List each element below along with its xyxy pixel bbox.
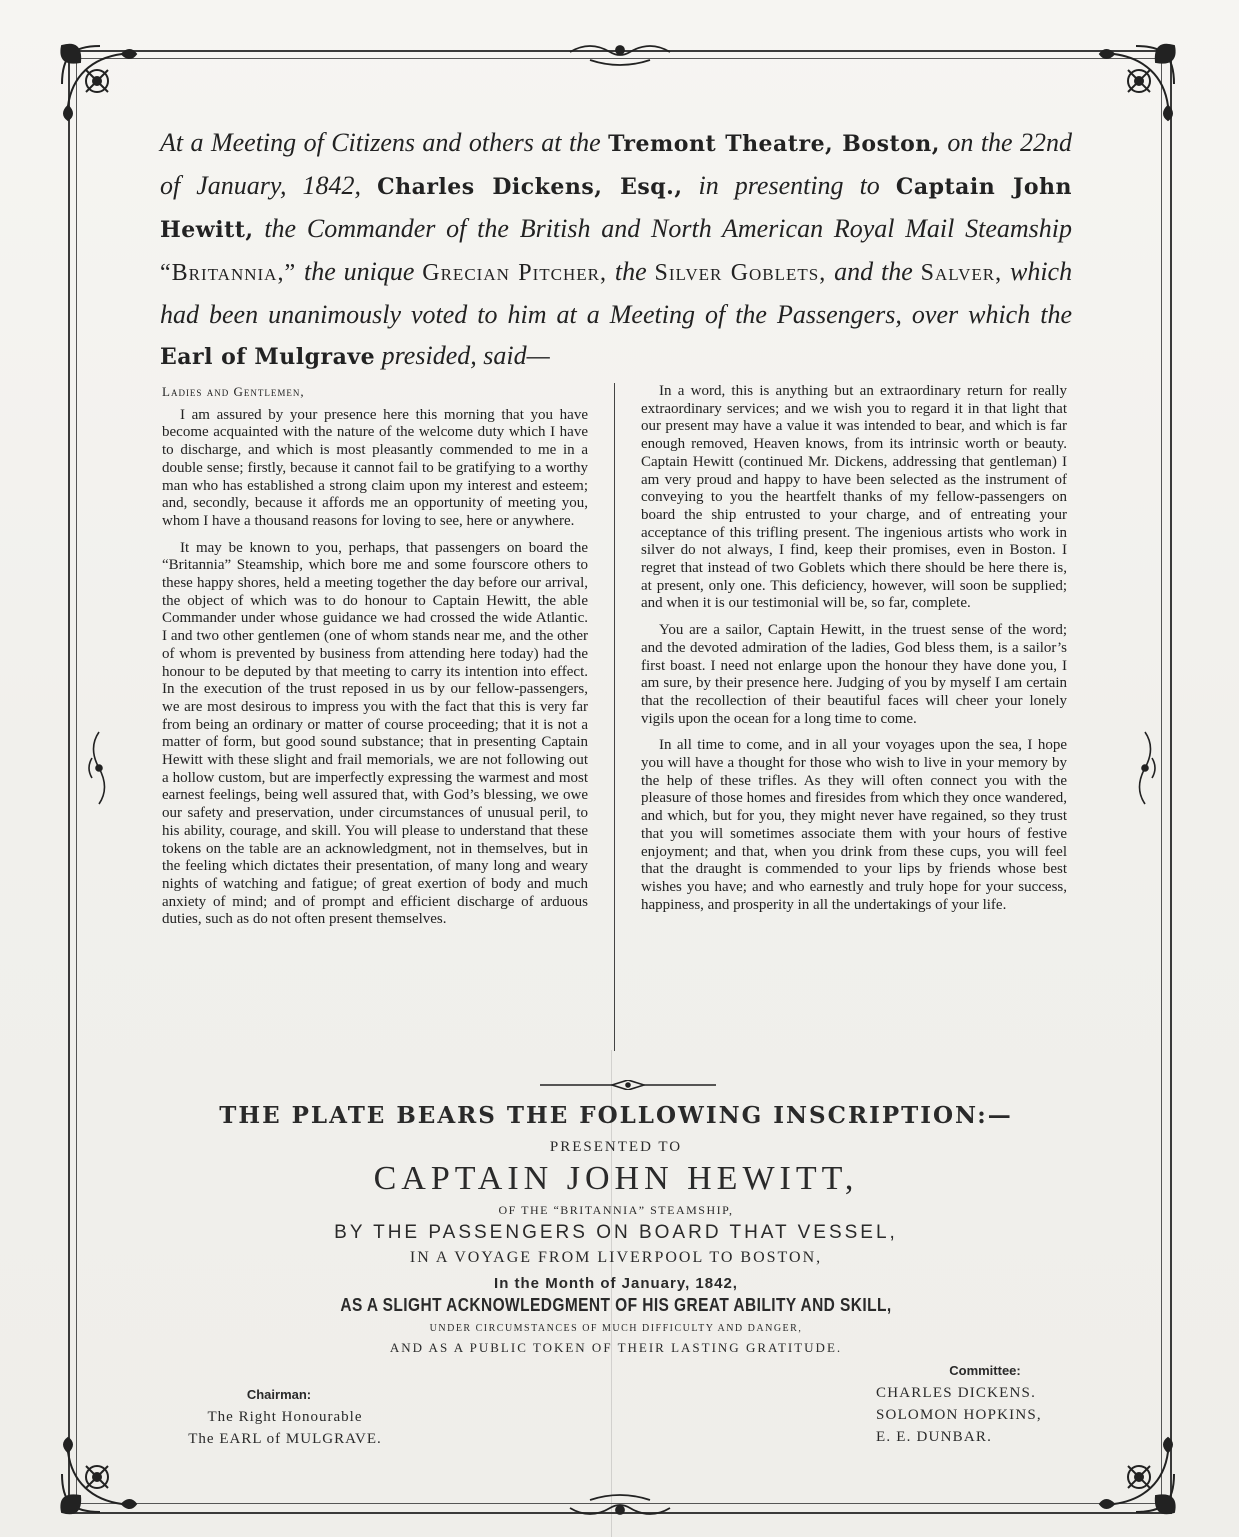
heading-ship: “Britannia,” [160,260,297,286]
speech-paragraph: I am assured by your presence here this morning that you have become acquainted with the nature of the welcome duty which I have to discharge, and which is most pleasantly commended to me in a double sense; firstly, because it cannot fail to be gratifying to a worthy man who has established a strong claim upon my interest and esteem; and, secondly, because it affords me an opportunity of meeting you, whom I have a thousand reasons for loving to see, here or anywhere. [162,406,588,529]
inscription-public-token: AND AS A PUBLIC TOKEN OF THEIR LASTING GRATITUDE. [389,1340,843,1355]
corner-ornament-bottom-right [1094,1432,1184,1522]
speech-paragraph: In all time to come, and in all your voyages upon the sea, I hope you will have a thought for those who wish to live in your memory by the help of these trifles. As they will often connect you with the pleasure of those homes and firesides from which they once wandered, and which, but for you, they might never have regained, so they trust that you will sometimes associate them with your hours of festive enjoyment; and that, when you drink from these cups, you will feel that the draught is commended to your lips by friends whose best wishes you have; and who earnestly and truly hope for your success, happiness, and prosperity in all the undertakings of your life. [641,737,1067,913]
corner-ornament-bottom-left [52,1432,142,1522]
speech-paragraph: In a word, this is anything but an extraordinary return for really extraordinary services; and we wish you to regard it in that light that our present may have a value it was intended to bear, and which is far enough removed, Heaven knows, from its intrinsic worth or beauty. Captain Hewitt (continued Mr. Dickens, addressing that gentleman) I am very proud and happy to have been selected as the instrument of conveying to you the heartfelt thanks of my fellow-passengers on board the ship entrusted to your charge, and of entreating your acceptance of this trifling present. The ingenious artists who work in silver do not always, I find, keep their promises, even in Boston. I regret that instead of two Goblets which there should be here there is, at present, only one. This deficiency, however, will soon be supplied; and when it is our testimonial will be, so far, complete. [641,383,1067,612]
heading-text-3: in presenting to [698,171,880,200]
speech-paragraph: It may be known to you, perhaps, that passengers on board the “Britannia” Steamship, which bore me and some fourscore others to these happy shores, held a meeting together the day before our arrival, the object of which was to do honour to Captain Hewitt, the able Commander under whose guidance we had crossed the wide Atlantic. I and two other gentlemen (one of whom stands near me, and the other of whom is prevented by business from attending here today) had the honour to be deputed by that meeting to carry its intention into effect. In the execution of the trust reposed in us by our fellow-passengers, we are most desirous to impress you with the fact that this is very far from being an ordinary or matter of course proceeding; that it is not a matter of form, but good sound substance; that in presenting Captain Hewitt with these slight and frail memorials, we are not following out a hollow custom, but are imperfectly expressing the warmest and most earnest feelings, being well assured that, with God’s blessing, we owe our safety and preservation, under circumstances of unusual peril, to his ability, courage, and skill. You will please to understand that these tokens on the table are an acknowledgment, not in themselves, but in the feeling which dictates their presentation, of many long and weary nights of watching and fatigue; of great exertion of body and much anxiety of mind; and of prompt and efficient discharge of arduous duties, such as do not often present themselves. [162,539,588,928]
committee-member: E. E. DUNBAR. [876,1429,993,1445]
heading-text-8: which had been unanimously voted to him at a Meeting of the Passengers, over which the [160,257,1073,329]
heading-text-6: the [614,257,647,286]
top-center-ornament [560,36,680,72]
committee-member: SOLOMON HOPKINS, [876,1407,1042,1423]
meeting-heading [160,122,1072,378]
chairman-title: The Right Honourable [207,1409,363,1425]
chairman-name: The EARL of MULGRAVE. [188,1431,382,1447]
inscription-voyage: IN A VOYAGE FROM LIVERPOOL TO BOSTON, [409,1249,823,1266]
heading-text-9: presided, said— [381,341,550,370]
chairman-block [160,1384,410,1450]
left-side-ornament [84,728,114,808]
heading-text-5: the unique [303,257,415,286]
heading-text-4: the Commander of the British and North American Royal Mail Steamship [264,214,1072,243]
heading-text-1: At a Meeting of Citizens and others at the [160,128,601,157]
speech-paragraph: You are a sailor, Captain Hewitt, in the truest sense of the word; and the devoted admiration of the ladies, God bless them, is a sailor’s first boast. I need not enlarge upon the honour they have done you, I am sure, by their presence here. Judging of you by myself I am certain that the recollection of their beautiful faces will cheer your lonely vigils upon the ocean for a long time to come. [641,622,1067,727]
heading-venue: Tremont Theatre, Boston, [608,131,940,157]
inscription-title: THE PLATE BEARS THE FOLLOWING INSCRIPTION:— [219,1102,1013,1129]
speech-column-left [162,383,588,938]
inscription-acknowledgment: AS A SLIGHT ACKNOWLEDGMENT OF HIS GREAT ABILITY AND SKILL, [340,1295,892,1315]
inscription-circumstances: UNDER CIRCUMSTANCES OF MUCH DIFFICULTY AND DANGER, [429,1323,803,1334]
inscription-passengers: BY THE PASSENGERS ON BOARD THAT VESSEL, [334,1222,898,1243]
inscription-month: In the Month of January, 1842, [494,1275,738,1292]
heading-text-2: on the [947,128,1013,157]
heading-speaker: Charles Dickens, Esq., [377,174,683,200]
right-side-ornament [1130,728,1160,808]
heading-date: 22nd of January, 1842, [160,128,1073,200]
committee-member: CHARLES DICKENS. [876,1385,1037,1401]
committee-label: Committee: [949,1363,1021,1378]
heading-earl: Earl of Mulgrave [160,344,376,370]
heading-text-7: and the [834,257,913,286]
chairman-label: Chairman: [246,1387,312,1402]
corner-ornament-top-left [52,36,142,126]
committee-block [870,1360,1080,1448]
inscription-presented: PRESENTED TO [549,1139,683,1155]
inscription-captain: CAPTAIN JOHN HEWITT, [373,1160,859,1197]
column-divider [614,383,615,1051]
heading-captain: Captain John Hewitt, [160,174,1073,243]
heading-goblets: Silver Goblets, [654,260,827,286]
heading-salver: Salver, [920,260,1003,286]
salutation: Ladies and Gentlemen, [162,384,305,399]
bottom-center-ornament [560,1488,680,1524]
heading-pitcher: Grecian Pitcher, [422,260,607,286]
corner-ornament-top-right [1094,36,1184,126]
speech-column-right [641,383,1067,923]
inscription-ship: OF THE “BRITANNIA” STEAMSHIP, [498,1203,734,1217]
section-divider-ornament [540,1080,716,1090]
